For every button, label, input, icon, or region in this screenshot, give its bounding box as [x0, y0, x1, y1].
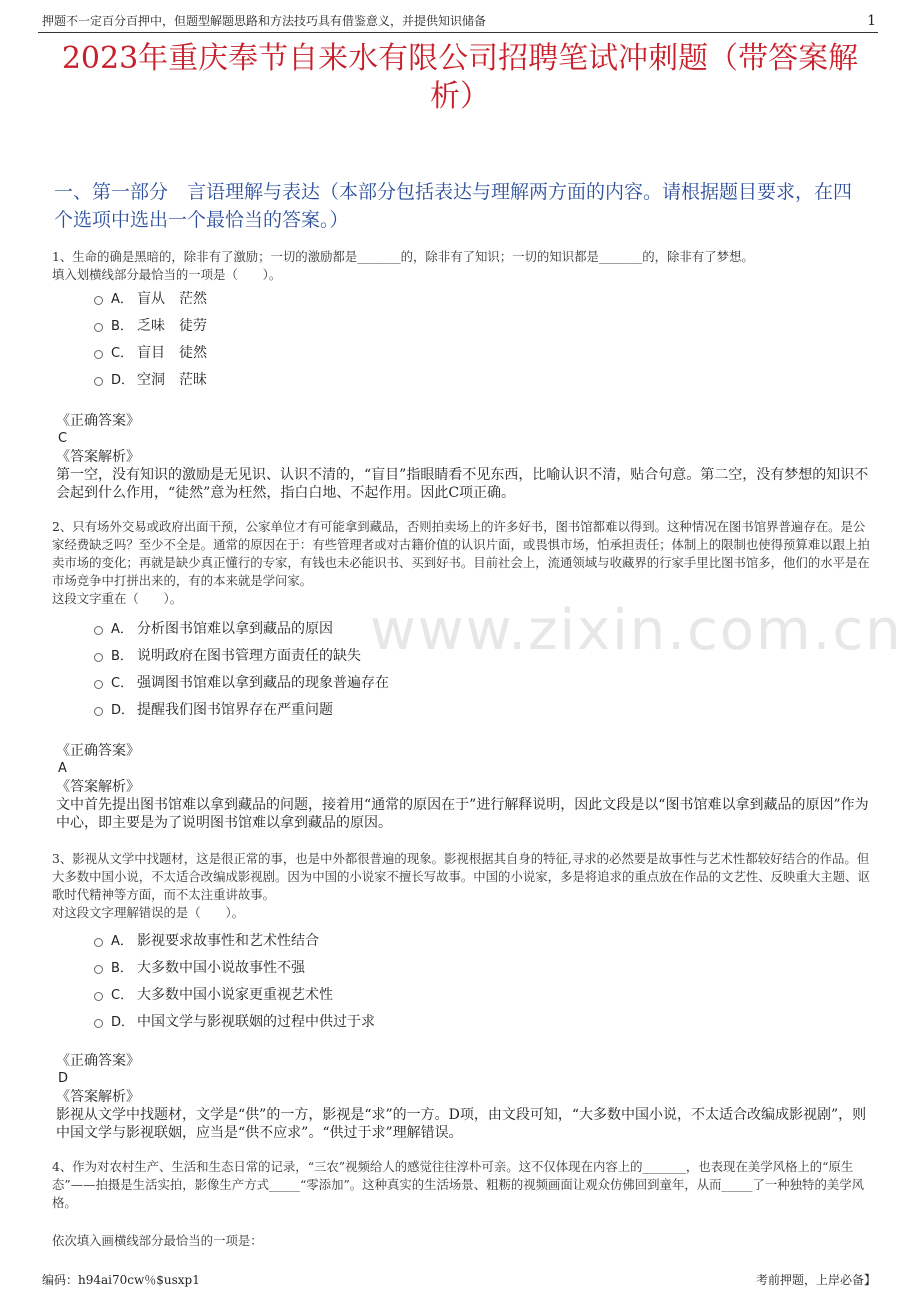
- option-c[interactable]: [94, 668, 854, 695]
- radio-icon[interactable]: [94, 296, 103, 305]
- radio-icon[interactable]: [94, 377, 103, 386]
- question-2-options: [94, 614, 854, 722]
- option-b[interactable]: [94, 641, 854, 668]
- option-c[interactable]: [94, 338, 854, 365]
- explanation-text: 影视从文学中找题材，文学是“供”的一方，影视是“求”的一方。D项，由文段可知，“大多数中国小说，不太适合改编成影视剧”，则中国文学与影视联姻，应当是“供不应求”。“供过于求”理解错误。: [56, 1107, 867, 1141]
- question-3-answer-block: [56, 1052, 871, 1142]
- watermark: www.zixin.com.cn: [370, 598, 903, 663]
- question-4-prompt: 依次填入画横线部分最恰当的一项是：: [52, 1233, 263, 1248]
- option-letter: A．: [111, 292, 133, 307]
- radio-icon[interactable]: [94, 653, 103, 662]
- question-2-stem: [52, 518, 874, 608]
- page-header: [38, 10, 878, 33]
- answer-value: C: [58, 431, 68, 446]
- question-prompt: 对这段文字理解错误的是（ ）。: [52, 905, 245, 920]
- section-heading: 一、第一部分 言语理解与表达（本部分包括表达与理解两方面的内容。请根据题目要求，在四个选项中选出一个最恰当的答案。）: [54, 181, 853, 231]
- answer-value: D: [58, 1071, 69, 1086]
- radio-icon[interactable]: [94, 938, 103, 947]
- option-text: 影视要求故事性和艺术性结合: [137, 932, 319, 949]
- option-text: 大多数中国小说家更重视艺术性: [137, 986, 333, 1003]
- explanation-label: 《答案解析》: [56, 779, 140, 795]
- question-4-stem: [52, 1158, 874, 1212]
- option-d[interactable]: [94, 365, 854, 392]
- question-text: 1、生命的确是黑暗的，除非有了激励；一切的激励都是_______的，除非有了知识；一切的知识都是_______的，除非有了梦想。: [52, 249, 754, 264]
- radio-icon[interactable]: [94, 323, 103, 332]
- option-letter: A．: [111, 934, 133, 949]
- option-letter: D．: [111, 1015, 135, 1030]
- option-a[interactable]: [94, 614, 854, 641]
- option-letter: C．: [111, 988, 134, 1003]
- option-b[interactable]: [94, 953, 854, 980]
- explanation-label: 《答案解析》: [56, 1089, 140, 1105]
- radio-icon[interactable]: [94, 680, 103, 689]
- option-letter: A．: [111, 622, 133, 637]
- option-text: 说明政府在图书管理方面责任的缺失: [137, 647, 361, 664]
- explanation-label: 《答案解析》: [56, 449, 140, 465]
- question-3-options: [94, 926, 854, 1034]
- answer-label: 《正确答案》: [56, 413, 140, 429]
- radio-icon[interactable]: [94, 992, 103, 1001]
- question-text: 3、影视从文学中找题材，这是很正常的事，也是中外都很普遍的现象。影视根据其自身的特征,寻求的必然要是故事性与艺术性都较好结合的作品。但大多数中国小说，不太适合改编成影视剧。因为中国的小说家不擅长写故事。中国的小说家，多是将追求的重点放在作品的文艺性、反映重大主题、讴歌时代精神等方面，而不太注重讲故事。: [52, 851, 870, 902]
- header-note: 押题不一定百分百押中，但题型解题思路和方法技巧具有借鉴意义，并提供知识储备: [42, 14, 487, 28]
- option-text: 盲从 茫然: [137, 290, 207, 307]
- question-1-answer-block: [56, 412, 871, 502]
- option-letter: B．: [111, 319, 133, 334]
- option-letter: C．: [111, 676, 134, 691]
- option-text: 提醒我们图书馆界存在严重问题: [137, 701, 333, 718]
- explanation-text: 文中首先提出图书馆难以拿到藏品的问题，接着用“通常的原因在于”进行解释说明，因此文段是以“图书馆难以拿到藏品的原因”作为中心，即主要是为了说明图书馆难以拿到藏品的原因。: [56, 797, 869, 831]
- option-letter: B．: [111, 649, 133, 664]
- radio-icon[interactable]: [94, 350, 103, 359]
- answer-label: 《正确答案》: [56, 1053, 140, 1069]
- radio-icon[interactable]: [94, 1019, 103, 1028]
- answer-label: 《正确答案》: [56, 743, 140, 759]
- radio-icon[interactable]: [94, 965, 103, 974]
- document-code: 编码：h94ai70cw％$usxp1: [42, 1273, 200, 1287]
- question-1-options: [94, 284, 854, 392]
- option-text: 盲目 徒然: [137, 344, 207, 361]
- option-d[interactable]: [94, 1007, 854, 1034]
- option-text: 大多数中国小说故事性不强: [137, 959, 305, 976]
- answer-value: A: [58, 761, 67, 776]
- question-prompt: 这段文字重在（ ）。: [52, 591, 183, 606]
- page-footer: [38, 1270, 878, 1290]
- option-letter: D．: [111, 373, 135, 388]
- option-a[interactable]: [94, 284, 854, 311]
- option-text: 空洞 茫昧: [137, 371, 207, 388]
- question-text: 4、作为对农村生产、生活和生态日常的记录，“三农”视频给人的感觉往往淳朴可亲。这不仅体现在内容上的_______，也表现在美学风格上的“原生态”——拍摄是生活实拍，影像生产方式_____“零添加”。这种真实的生活场景、粗粝的视频画面让观众仿佛回到童年，从而_____了一种独特的美学风格。: [52, 1159, 865, 1210]
- option-c[interactable]: [94, 980, 854, 1007]
- option-d[interactable]: [94, 695, 854, 722]
- question-text: 2、只有场外交易或政府出面干预，公家单位才有可能拿到藏品，否则拍卖场上的许多好书，图书馆都难以得到。这种情况在图书馆界普遍存在。是公家经费缺乏吗？至少不全是。通常的原因在于：有些管理者或对古籍价值的认识片面，或畏惧市场，怕承担责任；体制上的限制也使得预算难以跟上拍卖市场的变化；再就是缺少真正懂行的专家，有钱也未必能识书、买到好书。目前社会上，流通领域与收藏界的行家手里比图书馆多，他们的水平是在市场竞争中打拼出来的，有的本来就是学问家。: [52, 519, 870, 588]
- radio-icon[interactable]: [94, 707, 103, 716]
- explanation-text: 第一空，没有知识的激励是无见识、认识不清的，“盲目”指眼睛看不见东西，比喻认识不清，贴合句意。第二空，没有梦想的知识不会起到什么作用，“徒然”意为枉然，指白白地、不起作用。因此C项正确。: [56, 467, 869, 501]
- footer-slogan: 考前押题，上岸必备】: [755, 1273, 876, 1287]
- question-2-answer-block: [56, 742, 871, 832]
- option-letter: B．: [111, 961, 133, 976]
- question-prompt: 填入划横线部分最恰当的一项是（ ）。: [52, 267, 282, 282]
- option-b[interactable]: [94, 311, 854, 338]
- option-letter: D．: [111, 703, 135, 718]
- option-text: 分析图书馆难以拿到藏品的原因: [137, 620, 333, 637]
- radio-icon[interactable]: [94, 626, 103, 635]
- document-title: 2023年重庆奉节自来水有限公司招聘笔试冲刺题（带答案解析）: [61, 41, 859, 114]
- option-a[interactable]: [94, 926, 854, 953]
- option-text: 乏味 徒劳: [137, 317, 207, 334]
- option-text: 强调图书馆难以拿到藏品的现象普遍存在: [137, 674, 389, 691]
- page-number: 1: [867, 13, 876, 29]
- question-3-stem: [52, 850, 874, 922]
- question-1-stem: [52, 248, 874, 284]
- option-letter: C．: [111, 346, 134, 361]
- option-text: 中国文学与影视联姻的过程中供过于求: [137, 1013, 375, 1030]
